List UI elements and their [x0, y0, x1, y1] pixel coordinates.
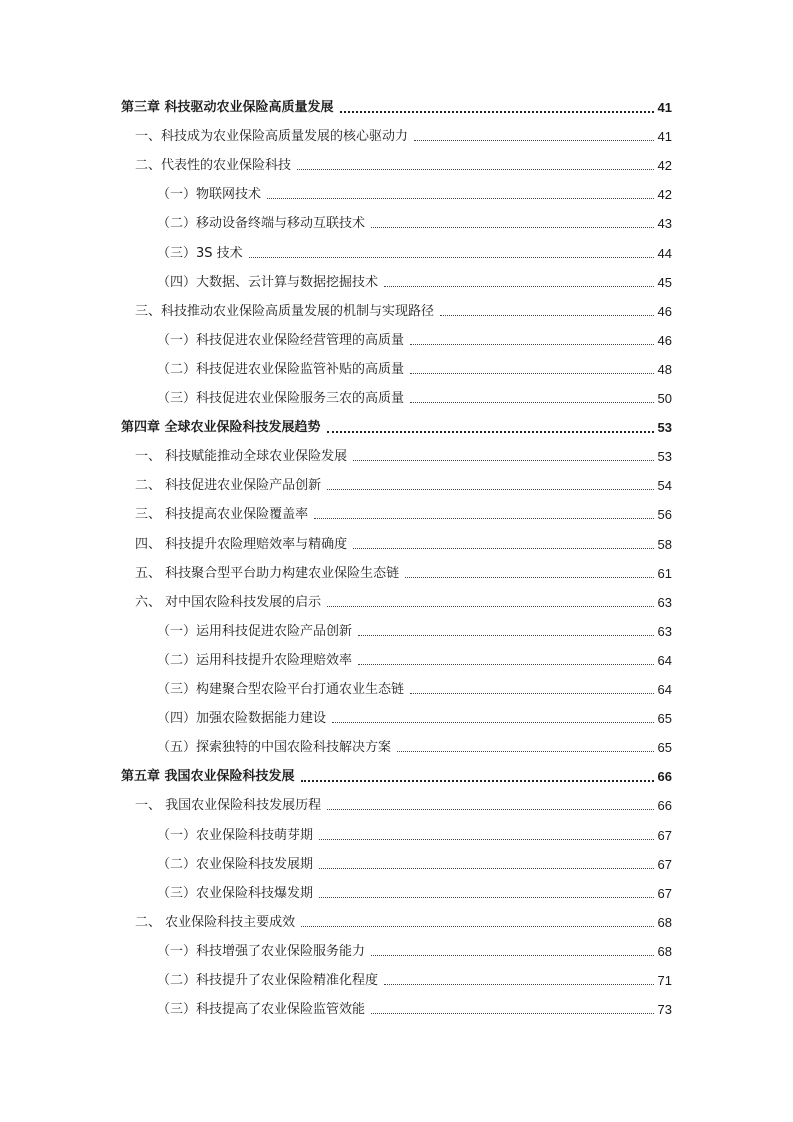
toc-section-entry[interactable] — [135, 500, 672, 529]
toc-subsection-entry[interactable] — [157, 966, 672, 995]
toc-subsection-entry[interactable] — [157, 268, 672, 297]
toc-entry-page-number: 46 — [657, 303, 672, 319]
toc-entry-label: （二）农业保险科技发展期 — [157, 856, 314, 872]
toc-entry-label: （三）农业保险科技爆发期 — [157, 885, 314, 901]
toc-entry-page-number: 63 — [657, 594, 672, 610]
toc-chapter-entry[interactable] — [121, 762, 672, 791]
toc-entry-label: （三）构建聚合型农险平台打通农业生态链 — [157, 682, 405, 697]
toc-entry-label: 五、 科技聚合型平台助力构建农业保险生态链 — [135, 565, 400, 581]
toc-subsection-entry[interactable] — [157, 733, 672, 762]
dot-leader — [358, 635, 654, 636]
dot-leader — [314, 518, 653, 519]
dot-leader — [327, 431, 654, 433]
toc-entry-label: 第三章 科技驱动农业保险高质量发展 — [121, 100, 334, 115]
dot-leader — [405, 577, 653, 578]
dot-leader — [332, 722, 654, 723]
toc-section-entry[interactable] — [135, 588, 672, 617]
toc-entry-page-number: 68 — [657, 943, 672, 959]
dot-leader — [371, 1013, 654, 1014]
toc-entry-page-number: 53 — [657, 420, 672, 436]
toc-entry-label: （一）物联网技术 — [157, 187, 262, 203]
dot-leader — [327, 606, 653, 607]
toc-entry-page-number: 45 — [657, 274, 672, 290]
toc-section-entry[interactable] — [135, 471, 672, 500]
toc-entry-page-number: 43 — [657, 216, 672, 232]
dot-leader — [371, 227, 654, 228]
toc-entry-page-number: 68 — [657, 914, 672, 930]
dot-leader — [353, 460, 653, 461]
toc-entry-page-number: 44 — [657, 245, 672, 261]
toc-entry-label: 三、 科技提高农业保险覆盖率 — [135, 507, 309, 523]
toc-entry-label: （一）农业保险科技萌芽期 — [157, 827, 314, 843]
toc-entry-label: （四）加强农险数据能力建设 — [157, 711, 327, 727]
toc-entry-page-number: 63 — [657, 623, 672, 639]
dot-leader — [384, 286, 654, 287]
toc-entry-label: （三）3S 技术 — [157, 245, 243, 261]
toc-entry-page-number: 61 — [657, 565, 672, 581]
toc-section-entry[interactable] — [135, 442, 672, 471]
toc-chapter-entry[interactable] — [121, 413, 672, 442]
dot-leader — [440, 315, 654, 316]
toc-subsection-entry[interactable] — [157, 850, 672, 879]
toc-subsection-entry[interactable] — [157, 239, 672, 268]
toc-subsection-entry[interactable] — [157, 180, 672, 209]
dot-leader — [319, 868, 654, 869]
toc-entry-label: （二）科技促进农业保险监管补贴的高质量 — [157, 361, 405, 377]
toc-entry-page-number: 65 — [657, 711, 672, 727]
toc-entry-page-number: 41 — [657, 129, 672, 145]
toc-entry-page-number: 54 — [657, 478, 672, 494]
dot-leader — [384, 984, 654, 985]
toc-subsection-entry[interactable] — [157, 704, 672, 733]
toc-entry-label: （四）大数据、云计算与数据挖掘技术 — [157, 274, 379, 290]
toc-section-entry[interactable] — [135, 151, 672, 180]
toc-entry-page-number: 67 — [657, 827, 672, 843]
toc-entry-label: 二、代表性的农业保险科技 — [135, 158, 292, 174]
dot-leader — [319, 897, 654, 898]
toc-entry-page-number: 48 — [657, 361, 672, 377]
dot-leader — [414, 140, 654, 141]
toc-section-entry[interactable] — [135, 908, 672, 937]
toc-entry-page-number: 67 — [657, 856, 672, 872]
toc-subsection-entry[interactable] — [157, 646, 672, 675]
dot-leader — [371, 955, 654, 956]
toc-subsection-entry[interactable] — [157, 879, 672, 908]
toc-entry-label: （三）科技促进农业保险服务三农的高质量 — [157, 391, 405, 406]
toc-entry-label: 一、 科技赋能推动全球农业保险发展 — [135, 449, 348, 465]
dot-leader — [340, 111, 654, 113]
toc-entry-label: （三）科技提高了农业保险监管效能 — [157, 1002, 366, 1018]
toc-section-entry[interactable] — [135, 297, 672, 326]
dot-leader — [397, 751, 654, 752]
toc-entry-label: 一、科技成为农业保险高质量发展的核心驱动力 — [135, 129, 409, 145]
dot-leader — [249, 257, 654, 258]
toc-entry-page-number: 71 — [657, 973, 672, 988]
dot-leader — [410, 693, 654, 694]
toc-subsection-entry[interactable] — [157, 821, 672, 850]
toc-entry-page-number: 42 — [657, 158, 672, 174]
dot-leader — [327, 809, 653, 810]
toc-entry-label: 二、 农业保险科技主要成效 — [135, 914, 296, 930]
dot-leader — [267, 198, 654, 199]
toc-entry-page-number: 42 — [657, 187, 672, 203]
toc-entry-label: 三、科技推动农业保险高质量发展的机制与实现路径 — [135, 303, 435, 319]
toc-entry-page-number: 65 — [657, 740, 672, 756]
toc-entry-label: 四、 科技提升农险理赔效率与精确度 — [135, 536, 348, 552]
toc-section-entry[interactable] — [135, 791, 672, 820]
dot-leader — [319, 839, 654, 840]
toc-subsection-entry[interactable] — [157, 937, 672, 966]
dot-leader — [301, 926, 653, 927]
toc-entry-page-number: 50 — [657, 391, 672, 406]
toc-section-entry[interactable] — [135, 530, 672, 559]
toc-entry-label: （二）科技提升了农业保险精准化程度 — [157, 973, 379, 988]
dot-leader — [410, 373, 654, 374]
toc-subsection-entry[interactable] — [157, 209, 672, 238]
toc-entry-label: 第五章 我国农业保险科技发展 — [121, 769, 295, 785]
toc-subsection-entry[interactable] — [157, 617, 672, 646]
dot-leader — [327, 489, 653, 490]
dot-leader — [297, 169, 654, 170]
toc-entry-page-number: 64 — [657, 682, 672, 697]
toc-subsection-entry[interactable] — [157, 995, 672, 1024]
toc-subsection-entry[interactable] — [157, 675, 672, 704]
dot-leader — [358, 664, 654, 665]
toc-section-entry[interactable] — [135, 559, 672, 588]
toc-entry-label: 六、 对中国农险科技发展的启示 — [135, 594, 322, 610]
toc-entry-label: （一）运用科技促进农险产品创新 — [157, 623, 353, 639]
toc-entry-label: 一、 我国农业保险科技发展历程 — [135, 798, 322, 814]
toc-chapter-entry[interactable] — [121, 93, 672, 122]
toc-entry-label: 第四章 全球农业保险科技发展趋势 — [121, 420, 321, 436]
toc-entry-page-number: 41 — [657, 100, 672, 115]
toc-entry-label: （五）探索独特的中国农险科技解决方案 — [157, 740, 392, 756]
toc-entry-page-number: 73 — [657, 1002, 672, 1018]
toc-entry-label: （一）科技促进农业保险经营管理的高质量 — [157, 332, 405, 348]
toc-entry-label: （二）移动设备终端与移动互联技术 — [157, 216, 366, 232]
toc-entry-page-number: 67 — [657, 885, 672, 901]
dot-leader — [410, 344, 654, 345]
toc-subsection-entry[interactable] — [157, 384, 672, 413]
toc-entry-label: （一）科技增强了农业保险服务能力 — [157, 943, 366, 959]
toc-entry-label: （二）运用科技提升农险理赔效率 — [157, 652, 353, 668]
toc-entry-page-number: 66 — [657, 769, 672, 785]
toc-entry-page-number: 56 — [657, 507, 672, 523]
dot-leader — [301, 780, 654, 782]
toc-entry-page-number: 46 — [657, 332, 672, 348]
toc-section-entry[interactable] — [135, 122, 672, 151]
toc-entry-page-number: 64 — [657, 652, 672, 668]
dot-leader — [410, 402, 654, 403]
toc-subsection-entry[interactable] — [157, 355, 672, 384]
toc-subsection-entry[interactable] — [157, 326, 672, 355]
dot-leader — [353, 548, 653, 549]
toc-entry-page-number: 53 — [657, 449, 672, 465]
toc-entry-page-number: 58 — [657, 536, 672, 552]
toc-entry-page-number: 66 — [657, 798, 672, 814]
toc-entry-label: 二、 科技促进农业保险产品创新 — [135, 478, 322, 494]
